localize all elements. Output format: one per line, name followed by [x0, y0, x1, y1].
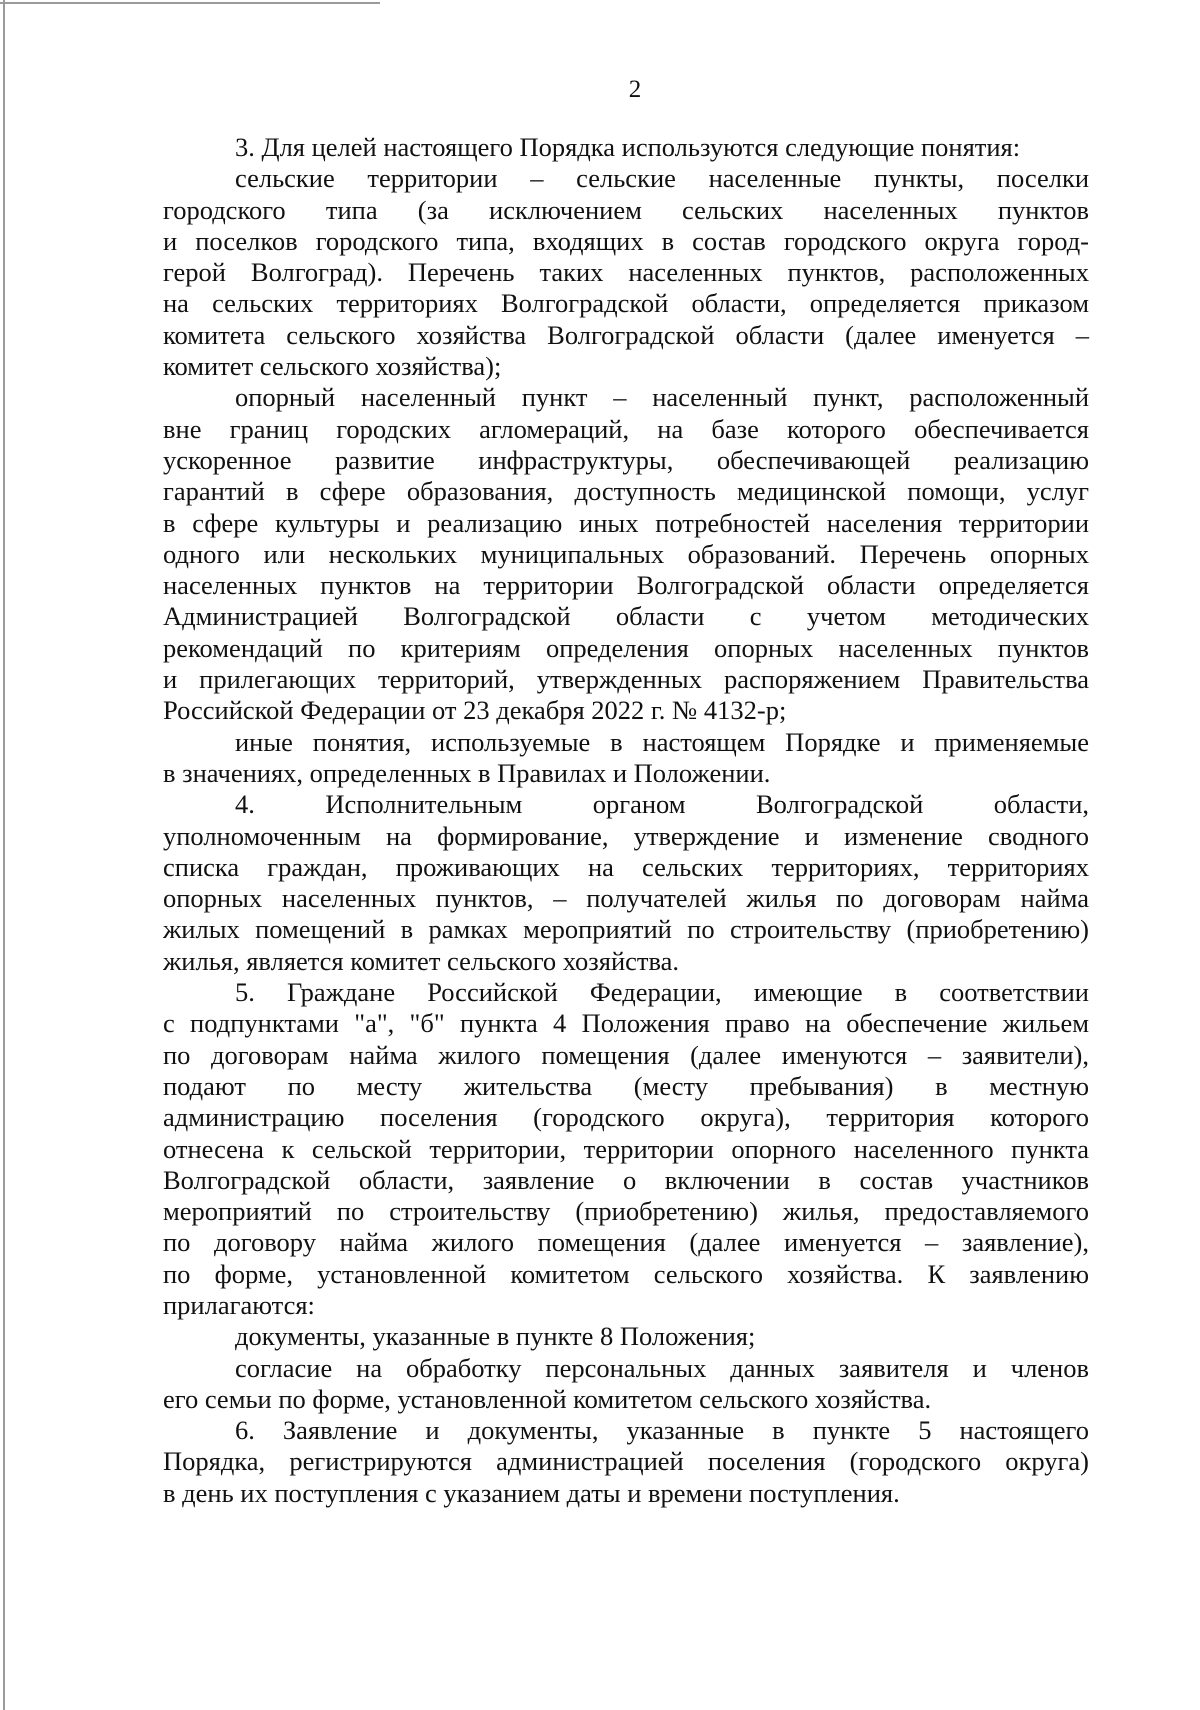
text-line: уполномоченным на формирование, утверждение и изменение сводного	[163, 820, 1089, 851]
text-line: опорных населенных пунктов, – получателей жилья по договорам найма	[163, 883, 1089, 914]
text-line: населенных пунктов на территории Волгоградской области определяется	[163, 570, 1089, 601]
text-line: жилья, является комитет сельского хозяйства.	[163, 945, 680, 976]
paragraph-p5	[163, 977, 1089, 1321]
text-line: жилых помещений в рамках мероприятий по строительству (приобретению)	[163, 914, 1089, 945]
document-body	[163, 132, 1089, 1509]
text-line: рекомендаций по критериям определения опорных населенных пунктов	[163, 632, 1089, 663]
text-line: и поселков городского типа, входящих в состав городского округа город-	[163, 225, 1089, 256]
text-line: комитета сельского хозяйства Волгоградской области (далее именуется –	[163, 319, 1089, 350]
text-line: сельские территории – сельские населенные пункты, поселки	[235, 163, 1089, 194]
text-line: 5. Граждане Российской Федерации, имеющие в соответствии	[235, 977, 1089, 1008]
text-line: по форме, установленной комитетом сельского хозяйства. К заявлению	[163, 1258, 1089, 1289]
paragraph-consent	[163, 1353, 1089, 1416]
text-line: подают по месту жительства (месту пребывания) в местную	[163, 1070, 1089, 1101]
text-line: герой Волгоград). Перечень таких населенных пунктов, расположенных	[163, 257, 1089, 288]
text-line: в значениях, определенных в Правилах и Положении.	[163, 757, 771, 788]
paragraph-p6	[163, 1415, 1089, 1509]
text-line: мероприятий по строительству (приобретению) жилья, предоставляемого	[163, 1196, 1089, 1227]
paragraph-p4	[163, 789, 1089, 977]
paragraph-other-concepts	[163, 727, 1089, 790]
text-line: с подпунктами "а", "б" пункта 4 Положения право на обеспечение жильем	[163, 1008, 1089, 1039]
text-line: опорный населенный пункт – населенный пункт, расположенный	[235, 382, 1089, 413]
text-line: одного или нескольких муниципальных образований. Перечень опорных	[163, 538, 1089, 569]
text-line: 6. Заявление и документы, указанные в пункте 5 настоящего	[235, 1415, 1089, 1446]
text-line: прилагаются:	[163, 1289, 315, 1320]
page-number: 2	[628, 76, 642, 103]
text-line: гарантий в сфере образования, доступность медицинской помощи, услуг	[163, 476, 1089, 507]
text-line: по договорам найма жилого помещения (далее именуются – заявители),	[163, 1039, 1089, 1070]
text-line: в день их поступления с указанием даты и времени поступления.	[163, 1477, 900, 1508]
text-line: иные понятия, используемые в настоящем Порядке и применяемые	[235, 726, 1089, 757]
text-line: администрацию поселения (городского округа), территория которого	[163, 1102, 1089, 1133]
text-line: Российской Федерации от 23 декабря 2022 г. № 4132-р;	[163, 695, 787, 726]
text-line: вне границ городских агломераций, на базе которого обеспечивается	[163, 413, 1089, 444]
text-line: городского типа (за исключением сельских населенных пунктов	[163, 194, 1089, 225]
text-line: Волгоградской области, заявление о включении в состав участников	[163, 1164, 1089, 1195]
text-line: его семьи по форме, установленной комитетом сельского хозяйства.	[163, 1383, 932, 1414]
scan-top-edge	[0, 2, 380, 4]
paragraph-rural-territories	[163, 163, 1089, 382]
text-line: отнесена к сельской территории, территории опорного населенного пункта	[163, 1133, 1089, 1164]
text-line: по договору найма жилого помещения (далее именуется – заявление),	[163, 1227, 1089, 1258]
text-line: согласие на обработку персональных данных заявителя и членов	[235, 1352, 1089, 1383]
text-line: и прилегающих территорий, утвержденных распоряжением Правительства	[163, 664, 1089, 695]
text-line: в сфере культуры и реализацию иных потребностей населения территории	[163, 507, 1089, 538]
text-line: на сельских территориях Волгоградской области, определяется приказом	[163, 288, 1089, 319]
text-line: ускоренное развитие инфраструктуры, обеспечивающей реализацию	[163, 444, 1089, 475]
text-line: списка граждан, проживающих на сельских территориях, территориях	[163, 851, 1089, 882]
scan-left-edge	[3, 0, 5, 1710]
paragraph-core-settlement	[163, 382, 1089, 726]
paragraph-p3-intro: 3. Для целей настоящего Порядка используются следующие понятия:	[235, 132, 1021, 162]
paragraph-documents: документы, указанные в пункте 8 Положения;	[235, 1321, 756, 1352]
text-line: 4. Исполнительным органом Волгоградской области,	[235, 789, 1089, 820]
text-line: Порядка, регистрируются администрацией поселения (городского округа)	[163, 1446, 1089, 1477]
text-line: комитет сельского хозяйства);	[163, 351, 502, 382]
text-line: Администрацией Волгоградской области с учетом методических	[163, 601, 1089, 632]
